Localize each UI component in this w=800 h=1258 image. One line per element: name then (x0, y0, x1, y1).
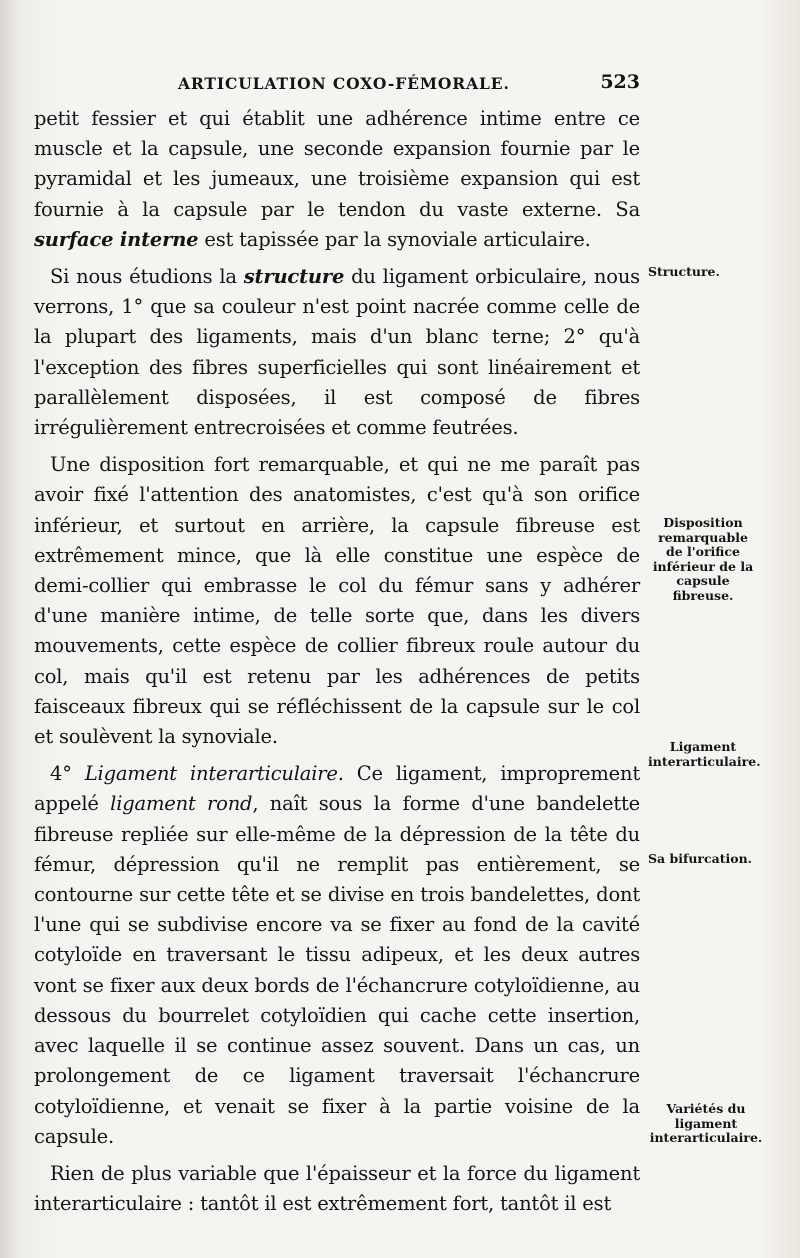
paragraph-5 (34, 1159, 640, 1219)
paragraph-4-text-end: , naît sous la forme d'une bandelette fibreuse repliée sur elle-même de la dépression de la tête du fémur, dépression qu'il ne remplit pas entièrement, se contourne sur cette tête et se divise en trois bandelettes, dont l'une qui se subdivise encore va se fixer au fond de la cavité cotyloïde en traversant le tissu adipeux, et les deux autres vont se fixer aux deux bords de l'échancrure cotyloïdienne, au dessous du bourrelet cotyloïdien qui cache cette insertion, avec laquelle il se continue assez souvent. Dans un cas, un prolongement de ce ligament traversait l'échancrure cotyloïdienne, et venait se fixer à la partie voisine de la capsule. (34, 792, 640, 1148)
paragraph-2-text-end: du ligament orbiculaire, nous verrons, 1° que sa couleur n'est point nacrée comme celle de la plupart des ligaments, mais d'un blanc terne; 2° qu'à l'exception des fibres superficielles qui sont linéairement et parallèlement disposées, il est composé de fibres irrégulièrement entrecroisées et comme feutrées. (34, 265, 640, 440)
margin-note-varietes: Variétés du ligament interarticulaire. (649, 1101, 763, 1145)
paragraph-5-text: Rien de plus variable que l'épaisseur et la force du ligament interarticulaire : tantôt il est extrêmement fort, tantôt il est (34, 1161, 640, 1216)
paragraph-4 (34, 759, 640, 1152)
margin-note-ligament: Ligament interarticulaire. (648, 739, 761, 769)
running-title: ARTICULATION COXO-FÉMORALE. (178, 74, 510, 93)
paragraph-4-number: 4° (50, 762, 85, 786)
page-header (178, 70, 640, 100)
paragraph-2-text: Si nous étudions la (50, 265, 244, 289)
paragraph-1-text: petit fessier et qui établit une adhérence intime entre ce muscle et la capsule, une seconde expansion fournie par le pyramidal et les jumeaux, une troisième expansion qui est fournie à la capsule par le tendon du vaste externe. Sa (34, 107, 640, 221)
paragraph-4-text: Ce ligament, improprement appelé (34, 762, 640, 816)
paragraph-3 (34, 450, 640, 752)
body-text (34, 104, 640, 1226)
paragraph-4-heading: Ligament interarticulaire. (84, 762, 344, 786)
page-number: 523 (600, 71, 640, 93)
margin-note-disposition: Disposition remarquable de l'orifice inférieur de la capsule fibreuse. (652, 515, 754, 603)
paragraph-1-text-end: est tapissée par la synoviale articulaire. (198, 227, 591, 251)
paragraph-2-emphasis: structure (243, 265, 345, 289)
paragraph-2 (34, 262, 640, 443)
paragraph-1 (34, 104, 640, 255)
margin-note-structure: Structure. (648, 264, 720, 279)
paragraph-3-text: Une disposition fort remarquable, et qui ne me paraît pas avoir fixé l'attention des anatomistes, c'est qu'à son orifice inférieur, et surtout en arrière, la capsule fibreuse est extrêmement mince, que là elle constitue une espèce de demi-collier qui embrasse le col du fémur sans y adhérer d'une manière intime, de telle sorte que, dans les divers mouvements, cette espèce de collier fibreux roule autour du col, mais qu'il est retenu par les adhérences de petits faisceaux fibreux qui se réfléchissent de la capsule sur le col et soulèvent la synoviale. (34, 453, 640, 749)
paragraph-1-emphasis: surface interne (34, 227, 199, 251)
margin-note-bifurcation: Sa bifurcation. (648, 851, 753, 866)
paragraph-4-term: ligament rond (110, 792, 253, 816)
